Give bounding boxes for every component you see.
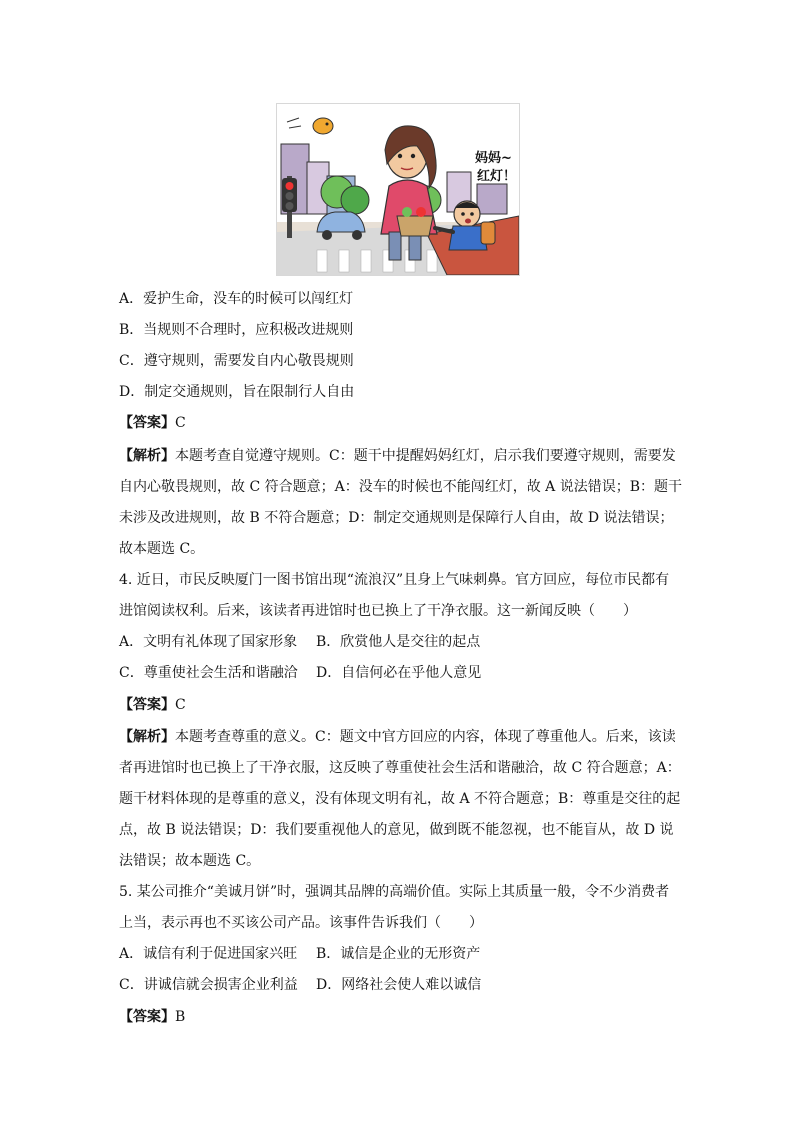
q4-option-row-1: [119, 632, 481, 652]
q5-option-row-1: [119, 944, 481, 964]
q4-option-d: D．自信何必在乎他人意见: [316, 665, 482, 681]
q4-stem-line-2: 进馆阅读权利。后来，该读者再进馆时也已换上了干净衣服。这一新闻反映（ ）: [119, 603, 637, 619]
answer-label: 【答案】: [119, 1009, 175, 1025]
q4-analysis-line-4: 点，故 B 说法错误；D：我们要重视他人的意见，做到既不能忽视，也不能盲从，故 D 说: [119, 822, 674, 838]
q5-answer: [119, 1007, 185, 1027]
q4-analysis-line-3: 题干材料体现的是尊重的意义，没有体现文明有礼，故 A 不符合题意；B：尊重是交往的起: [119, 791, 681, 807]
q3-option-b: B．当规则不合理时，应积极改进规则: [119, 322, 354, 338]
q5-stem-line-2: 上当，表示再也不买该公司产品。该事件告诉我们（ ）: [119, 915, 483, 931]
q5-stem-line-1: 5. 某公司推介“美诚月饼”时，强调其品牌的高端价值。实际上其质量一般，令不少消费者: [119, 884, 670, 900]
q4-option-c: C．尊重使社会生活和谐融洽: [119, 665, 298, 681]
q4-option-b: B．欣赏他人是交往的起点: [316, 634, 481, 650]
q3-answer: [119, 413, 186, 433]
q4-analysis-line-5: 法错误；故本题选 C。: [119, 853, 261, 869]
answer-label: 【答案】: [119, 697, 175, 713]
answer-value: C: [175, 415, 186, 431]
analysis-label: 【解析】: [119, 448, 175, 464]
q4-stem-line-1: 4. 近日，市民反映厦门一图书馆出现“流浪汉”且身上气味刺鼻。官方回应，每位市民都有: [119, 572, 670, 588]
q3-option-c: C．遵守规则，需要发自内心敬畏规则: [119, 353, 354, 369]
q4-analysis-line-1: [119, 727, 676, 747]
analysis-text: 本题考查尊重的意义。C：题文中官方回应的内容，体现了尊重他人。后来，该读: [175, 729, 676, 745]
answer-value: C: [175, 697, 186, 713]
speech-bubble-line2: 红灯！: [477, 169, 517, 184]
q3-option-a: A．爱护生命，没车的时候可以闯红灯: [119, 291, 354, 307]
q5-option-b: B．诚信是企业的无形资产: [316, 946, 481, 962]
q4-option-a: A．文明有礼体现了国家形象: [119, 634, 298, 650]
cartoon-drawing: [277, 104, 519, 275]
q4-analysis-line-2: 者再进馆时也已换上了干净衣服，这反映了尊重使社会生活和谐融洽，故 C 符合题意；A：: [119, 760, 681, 776]
q5-option-c: C．讲诚信就会损害企业利益: [119, 977, 298, 993]
q3-analysis-line-1: [119, 446, 676, 466]
q3-analysis-line-2: 自内心敬畏规则，故 C 符合题意；A：没车的时候也不能闯红灯，故 A 说法错误；B：题干: [119, 479, 683, 495]
q5-option-row-2: [119, 975, 482, 995]
analysis-text: 本题考查自觉遵守规则。C：题干中提醒妈妈红灯，启示我们要遵守规则，需要发: [175, 448, 676, 464]
answer-value: B: [175, 1009, 186, 1025]
analysis-label: 【解析】: [119, 729, 175, 745]
q4-option-row-2: [119, 663, 482, 683]
answer-label: 【答案】: [119, 415, 175, 431]
q3-analysis-line-4: 故本题选 C。: [119, 541, 205, 557]
cartoon-illustration: [276, 103, 520, 276]
speech-bubble-line1: 妈妈~: [475, 151, 512, 166]
q3-analysis-line-3: 未涉及改进规则，故 B 不符合题意；D：制定交通规则是保障行人自由，故 D 说法错误；: [119, 510, 674, 526]
q5-option-a: A．诚信有利于促进国家兴旺: [119, 946, 298, 962]
q3-option-d: D．制定交通规则，旨在限制行人自由: [119, 384, 355, 400]
q5-option-d: D．网络社会使人难以诚信: [316, 977, 482, 993]
q4-answer: [119, 695, 186, 715]
